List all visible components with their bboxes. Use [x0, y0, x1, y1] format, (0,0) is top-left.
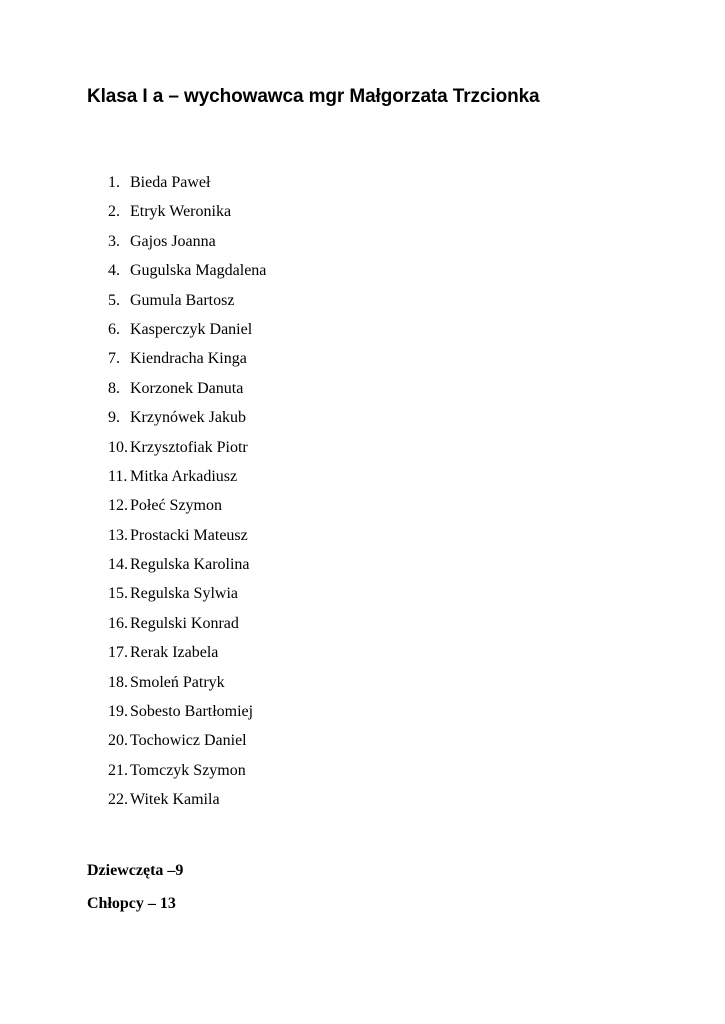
student-name: Witek Kamila: [130, 791, 220, 809]
student-name: Połeć Szymon: [130, 497, 222, 515]
list-item-number: 20.: [108, 732, 128, 750]
list-item-number: 4.: [108, 262, 120, 280]
list-item-number: 14.: [108, 556, 128, 574]
list-item-number: 12.: [108, 497, 128, 515]
student-name: Krzysztofiak Piotr: [130, 438, 248, 456]
page-title: Klasa I a – wychowawca mgr Małgorzata Trzcionka: [87, 86, 540, 107]
list-item-number: 10.: [108, 438, 128, 456]
student-name: Etryk Weronika: [130, 203, 232, 221]
list-item-number: 8.: [108, 379, 120, 397]
list-item-number: 15.: [108, 585, 128, 603]
summary-girls: Dziewczęta –9: [87, 862, 184, 879]
list-item-number: 9.: [108, 409, 120, 427]
list-item-number: 22.: [108, 791, 128, 809]
student-name: Gugulska Magdalena: [130, 262, 267, 280]
list-item-number: 11.: [108, 467, 128, 485]
list-item-number: 6.: [108, 320, 120, 338]
list-item-number: 7.: [108, 350, 120, 368]
student-name: Kasperczyk Daniel: [130, 320, 253, 338]
student-name: Rerak Izabela: [130, 644, 219, 662]
student-name: Bieda Paweł: [130, 174, 211, 191]
list-item-number: 3.: [108, 232, 120, 250]
summary-boys: Chłopcy – 13: [87, 895, 176, 912]
list-item-number: 17.: [108, 644, 128, 662]
student-name: Gajos Joanna: [130, 232, 216, 250]
student-name: Kiendracha Kinga: [130, 350, 247, 368]
student-name: Smoleń Patryk: [130, 673, 225, 691]
list-item-number: 19.: [108, 703, 128, 721]
student-name: Korzonek Danuta: [130, 379, 244, 397]
student-name: Krzynówek Jakub: [130, 409, 246, 427]
list-item-number: 16.: [108, 614, 128, 632]
student-name: Regulska Sylwia: [130, 585, 238, 603]
list-item-number: 21.: [108, 761, 128, 779]
student-name: Mitka Arkadiusz: [130, 467, 238, 485]
student-name: Regulska Karolina: [130, 556, 250, 574]
list-item-number: 1.: [108, 174, 120, 191]
list-item-number: 18.: [108, 673, 128, 691]
student-name: Tochowicz Daniel: [130, 732, 247, 750]
student-name: Regulski Konrad: [130, 614, 239, 632]
student-name: Sobesto Bartłomiej: [130, 703, 254, 721]
student-name: Tomczyk Szymon: [130, 761, 246, 779]
list-item-number: 5.: [108, 291, 120, 309]
student-name: Gumula Bartosz: [130, 291, 235, 309]
list-item-number: 2.: [108, 203, 120, 221]
student-name: Prostacki Mateusz: [130, 526, 248, 544]
list-item-number: 13.: [108, 526, 128, 544]
